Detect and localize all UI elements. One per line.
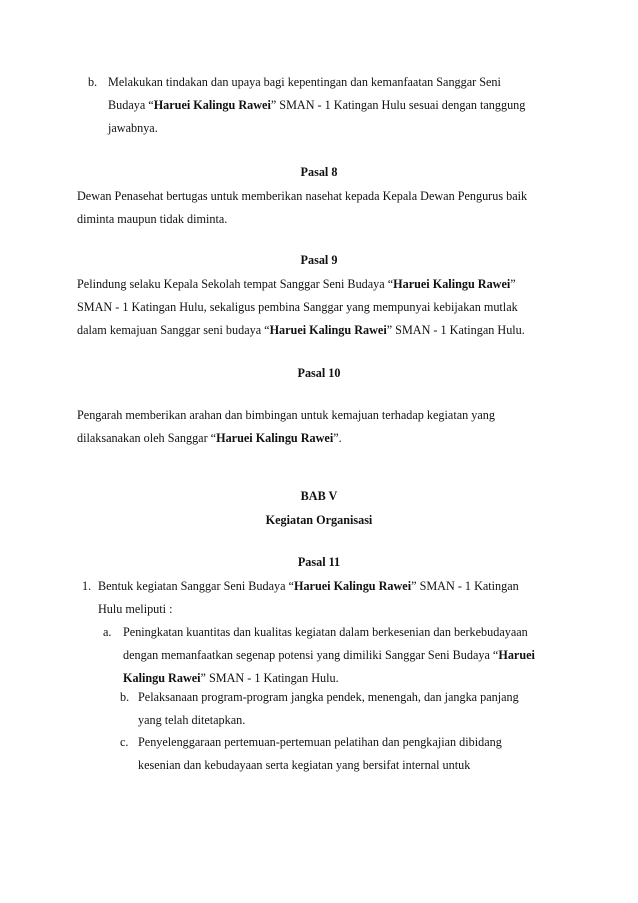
sub-a-text	[123, 621, 535, 690]
bold-text: Haruei Kalingu Rawei	[269, 323, 387, 337]
text-line: kesenian dan kebudayaan serta kegiatan yang bersifat internal untuk	[138, 758, 471, 772]
text-line: jawabnya.	[108, 121, 158, 135]
text-line: dalam kemajuan Sanggar seni budaya “Haruei Kalingu Rawei” SMAN - 1 Katingan Hulu.	[77, 323, 525, 337]
pasal-8-text	[77, 185, 527, 231]
text-line: Peningkatan kuantitas dan kualitas kegiatan dalam berkesenian dan berkebudayaan	[123, 625, 528, 639]
text-line: dilaksanakan oleh Sanggar “Haruei Kalingu Rawei”.	[77, 431, 342, 445]
item-b-marker: b.	[88, 75, 98, 89]
pasal-9-text	[77, 273, 525, 342]
text-line: Budaya “Haruei Kalingu Rawei” SMAN - 1 Katingan Hulu sesuai dengan tanggung	[108, 98, 526, 112]
bold-text: Haruei Kalingu Rawei	[293, 579, 412, 593]
bab-title: BAB V	[300, 489, 338, 503]
text-line: Dewan Penasehat bertugas untuk memberikan nasehat kepada Kepala Dewan Pengurus baik	[77, 189, 528, 203]
bold-text: Kalingu Rawei	[123, 671, 201, 685]
text-line: Bentuk kegiatan Sanggar Seni Budaya “Haruei Kalingu Rawei” SMAN - 1 Katingan	[98, 579, 519, 593]
text-line: Penyelenggaraan pertemuan-pertemuan pelatihan dan pengkajian dibidang	[138, 735, 502, 749]
bold-text: Haruei	[498, 648, 535, 662]
item-1-marker: 1.	[82, 579, 92, 593]
pasal-11-heading: Pasal 11	[297, 555, 341, 569]
text-line: dengan memanfaatkan segenap potensi yang dimiliki Sanggar Seni Budaya “Haruei	[123, 648, 535, 662]
text-line: Pelindung selaku Kepala Sekolah tempat Sanggar Seni Budaya “Haruei Kalingu Rawei”	[77, 277, 516, 291]
pasal-9-heading: Pasal 9	[300, 253, 338, 267]
sub-c-marker: c.	[120, 735, 129, 749]
sub-b-text	[138, 686, 519, 732]
bold-text: Haruei Kalingu Rawei	[216, 431, 334, 445]
pasal-10-text	[77, 404, 495, 450]
item-1-text	[98, 575, 519, 621]
text-line: Kalingu Rawei” SMAN - 1 Katingan Hulu.	[123, 671, 339, 685]
text-line: diminta maupun tidak diminta.	[77, 212, 228, 226]
bold-text: Haruei Kalingu Rawei	[393, 277, 511, 291]
item-b-text	[108, 71, 525, 140]
bold-text: Haruei Kalingu Rawei	[153, 98, 271, 112]
bab-subtitle: Kegiatan Organisasi	[265, 513, 373, 527]
text-line: Pelaksanaan program-program jangka pendek, menengah, dan jangka panjang	[138, 690, 519, 704]
text-line: Hulu meliputi :	[98, 602, 173, 616]
sub-b-marker: b.	[120, 690, 130, 704]
text-line: yang telah ditetapkan.	[138, 713, 246, 727]
sub-c-text	[138, 731, 502, 777]
text-line: Pengarah memberikan arahan dan bimbingan untuk kemajuan terhadap kegiatan yang	[77, 408, 495, 422]
text-line: SMAN - 1 Katingan Hulu, sekaligus pembina Sanggar yang mempunyai kebijakan mutlak	[77, 300, 518, 314]
text-line: Melakukan tindakan dan upaya bagi kepentingan dan kemanfaatan Sanggar Seni	[108, 75, 501, 89]
pasal-8-heading: Pasal 8	[300, 165, 338, 179]
pasal-10-heading: Pasal 10	[297, 366, 341, 380]
sub-a-marker: a.	[103, 625, 112, 639]
